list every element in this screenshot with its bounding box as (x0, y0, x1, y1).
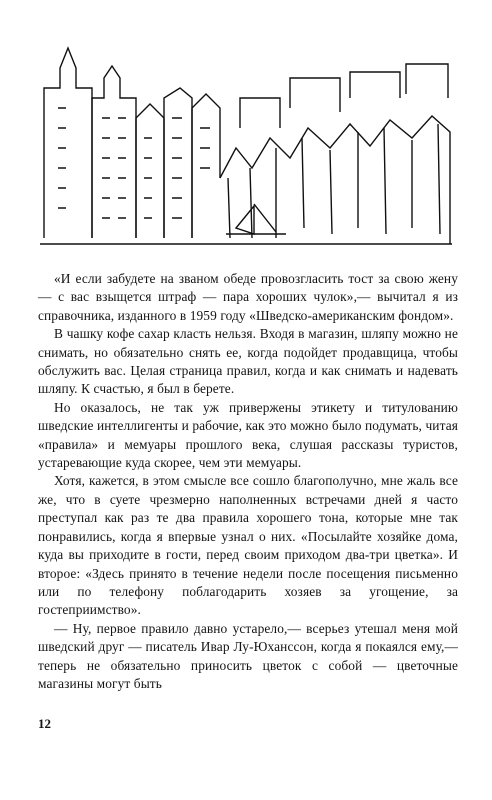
body-text (38, 270, 458, 693)
paragraph: Но оказалось, не так уж привержены этикету и титулованию шведские интеллигенты и рабочие, как это можно было подумать, читая «правила» и мемуары прошлого века, слушая рассказы туристов, устаревающие куда скорее, чем эти мемуары. (38, 399, 458, 471)
city-skyline-illustration (40, 28, 452, 248)
paragraph: Хотя, кажется, в этом смысле все сошло благополучно, мне жаль все же, что в суете чрезмерно наполненных встречами дней я часто преступал как раз те два правила хорошего тона, которые мне так понравились, когда я впервые узнал о них. «Посылайте хозяйке дома, куда вы приходите в гости, перед своим приходом два-три цветка». И второе: «Здесь принято в течение недели после посещения письменно или по телефону поблагодарить хозяев за угощение, за гостеприимство». (38, 473, 458, 618)
page-number: 12 (38, 716, 51, 731)
paragraph: «И если забудете на званом обеде провозгласить тост за свою жену — с вас взыщется штраф — пара хороших чулок»,— вычитал я из справочника, изданного в 1959 году «Шведско-американским фондом». (38, 271, 458, 323)
paragraph: — Ну, первое правило давно устарело,— всерьез утешал меня мой шведский друг — писатель Ивар Лу-Юханссон, когда я покаялся ему,— теперь не обязательно приносить цветок с собой — цветочные магазины могут быть (38, 620, 458, 691)
paragraph: В чашку кофе сахар класть нельзя. Входя в магазин, шляпу можно не снимать, но обязательно снять ее, когда подойдет продавщица, чтобы обслужить вас. Целая страница правил, когда и как снимать и надевать шляпу. К счастью, я был в берете. (38, 326, 458, 397)
illustration (40, 28, 452, 248)
